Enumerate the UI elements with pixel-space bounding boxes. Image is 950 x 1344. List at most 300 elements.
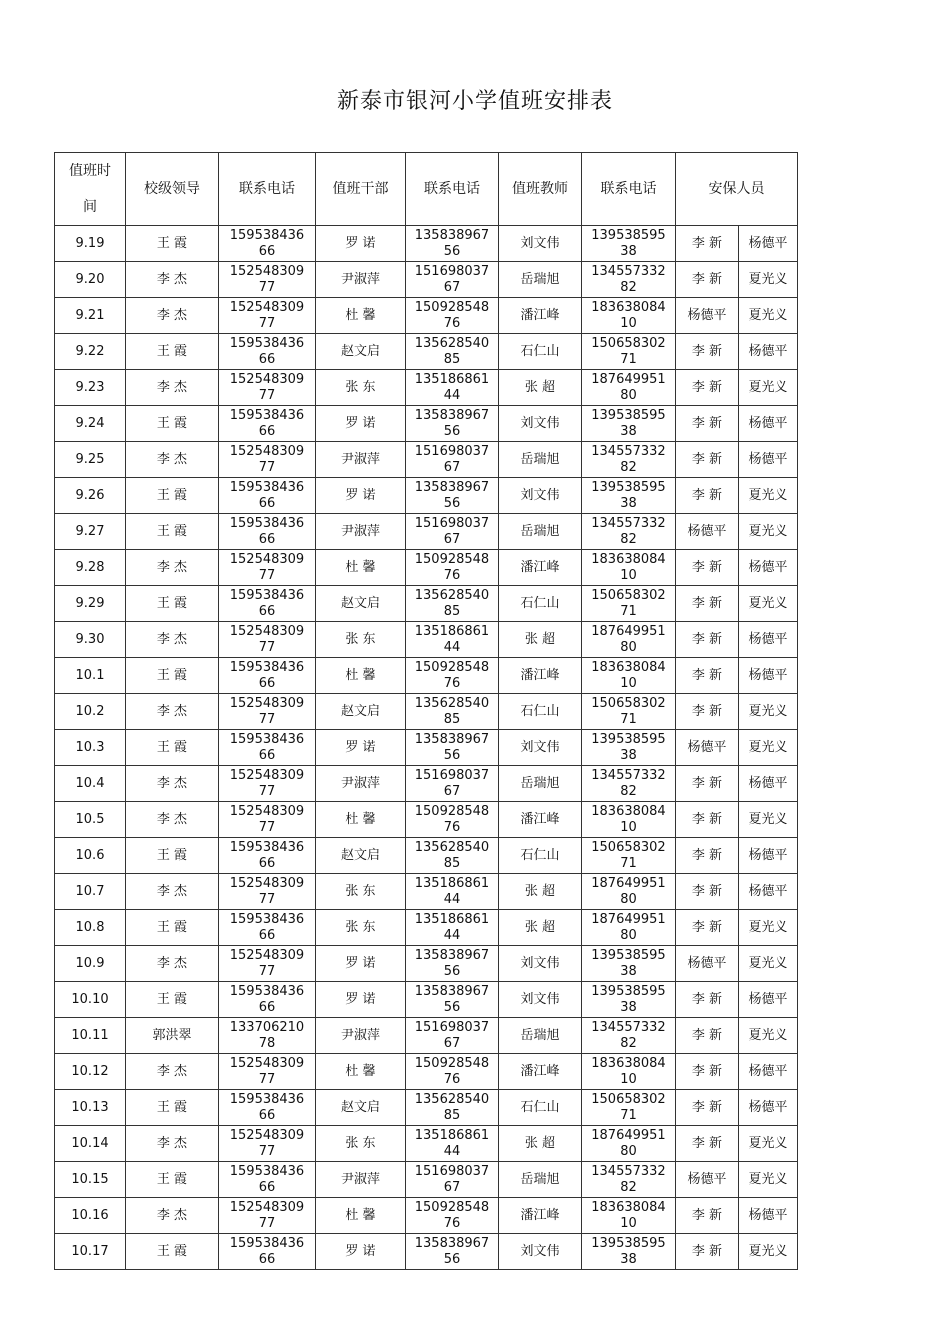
table-row xyxy=(55,838,798,874)
cell-cadre-phone-part: 151698037 xyxy=(414,443,490,459)
cell-leader-phone xyxy=(219,442,316,478)
cell-teacher: 石仁山 xyxy=(499,694,582,730)
cell-teacher-phone-part: 10 xyxy=(620,675,637,691)
cell-date: 10.1 xyxy=(55,658,126,694)
cell-cadre-phone-part: 56 xyxy=(443,963,461,979)
cell-teacher: 潘江峰 xyxy=(499,298,582,334)
table-row xyxy=(55,406,798,442)
cell-leader-phone-part: 66 xyxy=(258,531,276,547)
cell-security-2: 夏光义 xyxy=(739,586,798,622)
cell-date: 10.12 xyxy=(55,1054,126,1090)
cell-cadre: 杜 馨 xyxy=(316,1198,406,1234)
cell-date: 10.2 xyxy=(55,694,126,730)
cell-cadre-phone-part: 76 xyxy=(443,315,461,331)
cell-leader-phone-part: 133706210 xyxy=(229,1019,305,1035)
cell-leader: 王 霞 xyxy=(126,1234,219,1270)
cell-leader: 李 杰 xyxy=(126,442,219,478)
cell-teacher-phone xyxy=(582,946,676,982)
cell-cadre-phone-part: 67 xyxy=(443,1179,461,1195)
cell-leader-phone-part: 159538436 xyxy=(229,911,305,927)
cell-cadre-phone-part: 135838967 xyxy=(414,407,490,423)
cell-leader-phone-part: 66 xyxy=(258,927,276,943)
cell-leader: 李 杰 xyxy=(126,946,219,982)
cell-leader-phone-part: 159538436 xyxy=(229,839,305,855)
table-row xyxy=(55,334,798,370)
cell-leader-phone xyxy=(219,874,316,910)
cell-cadre: 杜 馨 xyxy=(316,658,406,694)
cell-leader-phone-part: 77 xyxy=(258,783,276,799)
cell-leader-phone-part: 152548309 xyxy=(229,371,305,387)
cell-security-1: 李 新 xyxy=(676,838,739,874)
cell-leader-phone-part: 77 xyxy=(258,711,276,727)
cell-cadre-phone-part: 135186861 xyxy=(414,371,490,387)
cell-cadre-phone-part: 135186861 xyxy=(414,875,490,891)
cell-teacher-phone-part: 82 xyxy=(620,531,637,547)
table-row xyxy=(55,1054,798,1090)
cell-teacher-phone-part: 150658302 xyxy=(591,695,666,711)
cell-security-1: 李 新 xyxy=(676,478,739,514)
cell-leader-phone xyxy=(219,622,316,658)
cell-cadre-phone-part: 135838967 xyxy=(414,1235,490,1251)
cell-security-2: 夏光义 xyxy=(739,1234,798,1270)
cell-teacher: 岳瑞旭 xyxy=(499,514,582,550)
cell-security-1: 杨德平 xyxy=(676,298,739,334)
cell-teacher-phone-part: 71 xyxy=(620,603,637,619)
cell-leader: 李 杰 xyxy=(126,1198,219,1234)
cell-leader-phone-part: 66 xyxy=(258,1179,276,1195)
cell-security-2: 夏光义 xyxy=(739,370,798,406)
cell-security-1: 李 新 xyxy=(676,622,739,658)
cell-cadre: 赵文启 xyxy=(316,334,406,370)
cell-cadre: 尹淑萍 xyxy=(316,1162,406,1198)
cell-security-2: 杨德平 xyxy=(739,550,798,586)
cell-cadre-phone xyxy=(406,478,499,514)
cell-teacher-phone-part: 10 xyxy=(620,567,637,583)
cell-teacher-phone-part: 38 xyxy=(620,747,637,763)
cell-cadre-phone-part: 56 xyxy=(443,747,461,763)
cell-cadre-phone xyxy=(406,910,499,946)
cell-cadre: 张 东 xyxy=(316,370,406,406)
cell-cadre: 张 东 xyxy=(316,1126,406,1162)
cell-leader-phone-part: 77 xyxy=(258,459,276,475)
table-row xyxy=(55,694,798,730)
cell-teacher: 张 超 xyxy=(499,910,582,946)
cell-leader-phone-part: 159538436 xyxy=(229,515,305,531)
cell-cadre-phone-part: 56 xyxy=(443,423,461,439)
table-row xyxy=(55,1018,798,1054)
cell-security-1: 李 新 xyxy=(676,766,739,802)
cell-security-2: 夏光义 xyxy=(739,478,798,514)
cell-teacher: 石仁山 xyxy=(499,1090,582,1126)
cell-teacher-phone xyxy=(582,1054,676,1090)
cell-security-2: 杨德平 xyxy=(739,1054,798,1090)
cell-leader-phone xyxy=(219,370,316,406)
cell-cadre-phone xyxy=(406,658,499,694)
cell-leader: 王 霞 xyxy=(126,838,219,874)
cell-cadre-phone-part: 151698037 xyxy=(414,767,490,783)
cell-leader: 郭洪翠 xyxy=(126,1018,219,1054)
cell-leader-phone-part: 152548309 xyxy=(229,767,305,783)
cell-cadre-phone xyxy=(406,874,499,910)
header-leader: 校级领导 xyxy=(126,153,219,226)
cell-teacher-phone-part: 134557332 xyxy=(591,443,666,459)
header-cadre: 值班干部 xyxy=(316,153,406,226)
table-row xyxy=(55,478,798,514)
cell-cadre-phone-part: 135628540 xyxy=(414,1091,490,1107)
cell-teacher-phone xyxy=(582,1090,676,1126)
cell-leader-phone xyxy=(219,514,316,550)
cell-cadre: 张 东 xyxy=(316,874,406,910)
cell-cadre-phone-part: 56 xyxy=(443,243,461,259)
cell-security-1: 李 新 xyxy=(676,226,739,262)
cell-leader: 王 霞 xyxy=(126,334,219,370)
cell-cadre-phone-part: 135186861 xyxy=(414,1127,490,1143)
cell-cadre-phone xyxy=(406,1054,499,1090)
cell-teacher-phone-part: 150658302 xyxy=(591,1091,666,1107)
cell-teacher-phone-part: 183638084 xyxy=(591,803,666,819)
cell-date: 9.29 xyxy=(55,586,126,622)
duty-schedule-table xyxy=(54,152,798,1270)
cell-security-1: 李 新 xyxy=(676,1234,739,1270)
cell-teacher-phone-part: 82 xyxy=(620,1179,637,1195)
cell-teacher-phone-part: 80 xyxy=(620,1143,637,1159)
cell-leader-phone-part: 159538436 xyxy=(229,587,305,603)
cell-cadre-phone-part: 150928548 xyxy=(414,299,490,315)
cell-teacher-phone-part: 10 xyxy=(620,819,637,835)
table-row xyxy=(55,982,798,1018)
cell-teacher: 岳瑞旭 xyxy=(499,262,582,298)
cell-security-2: 夏光义 xyxy=(739,1126,798,1162)
cell-leader-phone-part: 159538436 xyxy=(229,227,305,243)
cell-cadre: 尹淑萍 xyxy=(316,262,406,298)
cell-leader-phone-part: 66 xyxy=(258,999,276,1015)
cell-teacher-phone-part: 82 xyxy=(620,1035,637,1051)
cell-teacher: 潘江峰 xyxy=(499,1198,582,1234)
cell-cadre-phone-part: 135838967 xyxy=(414,947,490,963)
cell-teacher-phone xyxy=(582,1198,676,1234)
cell-cadre-phone-part: 85 xyxy=(443,603,461,619)
cell-leader-phone xyxy=(219,298,316,334)
cell-leader-phone-part: 159538436 xyxy=(229,1235,305,1251)
cell-date: 10.7 xyxy=(55,874,126,910)
cell-cadre-phone-part: 56 xyxy=(443,999,461,1015)
cell-cadre-phone-part: 85 xyxy=(443,711,461,727)
cell-date: 10.4 xyxy=(55,766,126,802)
cell-leader-phone xyxy=(219,1162,316,1198)
cell-teacher-phone-part: 139538595 xyxy=(591,479,666,495)
cell-security-2: 夏光义 xyxy=(739,694,798,730)
cell-leader-phone xyxy=(219,406,316,442)
cell-teacher-phone-part: 71 xyxy=(620,351,637,367)
table-row xyxy=(55,1126,798,1162)
cell-leader-phone-part: 77 xyxy=(258,819,276,835)
cell-cadre-phone-part: 67 xyxy=(443,531,461,547)
cell-cadre-phone-part: 135628540 xyxy=(414,587,490,603)
cell-cadre-phone-part: 150928548 xyxy=(414,659,490,675)
cell-cadre: 罗 诺 xyxy=(316,226,406,262)
cell-cadre-phone xyxy=(406,514,499,550)
cell-teacher-phone xyxy=(582,586,676,622)
cell-cadre: 杜 馨 xyxy=(316,550,406,586)
cell-teacher-phone xyxy=(582,1162,676,1198)
cell-teacher: 潘江峰 xyxy=(499,802,582,838)
cell-cadre: 赵文启 xyxy=(316,694,406,730)
cell-leader: 王 霞 xyxy=(126,982,219,1018)
cell-leader-phone-part: 159538436 xyxy=(229,731,305,747)
cell-teacher-phone-part: 38 xyxy=(620,495,637,511)
cell-leader-phone xyxy=(219,1054,316,1090)
cell-security-2: 夏光义 xyxy=(739,298,798,334)
cell-cadre-phone xyxy=(406,730,499,766)
cell-teacher-phone xyxy=(582,622,676,658)
cell-teacher-phone-part: 38 xyxy=(620,243,637,259)
cell-cadre-phone xyxy=(406,262,499,298)
cell-security-2: 夏光义 xyxy=(739,262,798,298)
header-teacher-phone: 联系电话 xyxy=(582,153,676,226)
cell-cadre-phone-part: 67 xyxy=(443,459,461,475)
table-row xyxy=(55,1162,798,1198)
cell-cadre-phone-part: 56 xyxy=(443,495,461,511)
cell-leader-phone-part: 152548309 xyxy=(229,263,305,279)
cell-leader-phone-part: 152548309 xyxy=(229,1199,305,1215)
cell-cadre-phone xyxy=(406,946,499,982)
cell-leader-phone-part: 152548309 xyxy=(229,299,305,315)
table-row xyxy=(55,658,798,694)
cell-security-1: 李 新 xyxy=(676,1126,739,1162)
cell-leader: 王 霞 xyxy=(126,478,219,514)
cell-security-2: 夏光义 xyxy=(739,1018,798,1054)
table-row xyxy=(55,226,798,262)
cell-cadre-phone xyxy=(406,1198,499,1234)
header-security: 安保人员 xyxy=(676,153,798,226)
table-row xyxy=(55,622,798,658)
cell-teacher: 张 超 xyxy=(499,370,582,406)
cell-teacher: 岳瑞旭 xyxy=(499,766,582,802)
cell-teacher-phone-part: 134557332 xyxy=(591,1163,666,1179)
cell-teacher-phone-part: 71 xyxy=(620,711,637,727)
cell-date: 9.24 xyxy=(55,406,126,442)
cell-security-2: 杨德平 xyxy=(739,1198,798,1234)
cell-security-1: 李 新 xyxy=(676,1090,739,1126)
cell-leader-phone xyxy=(219,586,316,622)
cell-date: 9.21 xyxy=(55,298,126,334)
cell-teacher-phone-part: 80 xyxy=(620,639,637,655)
cell-leader-phone-part: 78 xyxy=(258,1035,276,1051)
cell-security-2: 杨德平 xyxy=(739,982,798,1018)
cell-cadre-phone-part: 85 xyxy=(443,351,461,367)
cell-leader-phone-part: 66 xyxy=(258,1251,276,1267)
table-row xyxy=(55,550,798,586)
cell-security-2: 杨德平 xyxy=(739,874,798,910)
cell-date: 9.28 xyxy=(55,550,126,586)
cell-cadre-phone-part: 85 xyxy=(443,1107,461,1123)
cell-teacher-phone-part: 187649951 xyxy=(591,623,666,639)
cell-teacher-phone xyxy=(582,1126,676,1162)
cell-security-2: 杨德平 xyxy=(739,226,798,262)
cell-cadre-phone-part: 44 xyxy=(443,639,461,655)
cell-cadre: 罗 诺 xyxy=(316,1234,406,1270)
cell-date: 9.25 xyxy=(55,442,126,478)
cell-leader-phone xyxy=(219,1018,316,1054)
cell-teacher-phone xyxy=(582,910,676,946)
cell-cadre-phone-part: 76 xyxy=(443,819,461,835)
cell-cadre-phone xyxy=(406,1018,499,1054)
cell-security-1: 李 新 xyxy=(676,874,739,910)
cell-security-1: 李 新 xyxy=(676,550,739,586)
header-cadre-phone: 联系电话 xyxy=(406,153,499,226)
cell-cadre-phone-part: 76 xyxy=(443,567,461,583)
cell-teacher: 刘文伟 xyxy=(499,478,582,514)
cell-security-1: 李 新 xyxy=(676,982,739,1018)
cell-cadre-phone-part: 135838967 xyxy=(414,731,490,747)
cell-cadre: 罗 诺 xyxy=(316,478,406,514)
cell-leader-phone-part: 159538436 xyxy=(229,335,305,351)
cell-cadre-phone-part: 67 xyxy=(443,279,461,295)
cell-leader-phone xyxy=(219,946,316,982)
cell-leader-phone-part: 66 xyxy=(258,423,276,439)
cell-leader: 王 霞 xyxy=(126,514,219,550)
cell-teacher: 张 超 xyxy=(499,1126,582,1162)
cell-security-2: 杨德平 xyxy=(739,442,798,478)
page-title: 新泰市银河小学值班安排表 xyxy=(336,89,613,114)
cell-leader: 王 霞 xyxy=(126,226,219,262)
cell-cadre-phone xyxy=(406,406,499,442)
cell-cadre-phone-part: 76 xyxy=(443,1215,461,1231)
cell-cadre-phone-part: 85 xyxy=(443,855,461,871)
cell-teacher-phone-part: 187649951 xyxy=(591,911,666,927)
cell-leader: 李 杰 xyxy=(126,802,219,838)
table-row xyxy=(55,946,798,982)
cell-date: 9.23 xyxy=(55,370,126,406)
cell-teacher-phone xyxy=(582,442,676,478)
cell-leader-phone-part: 66 xyxy=(258,603,276,619)
cell-teacher: 刘文伟 xyxy=(499,946,582,982)
cell-leader-phone xyxy=(219,550,316,586)
cell-date: 9.22 xyxy=(55,334,126,370)
cell-leader-phone xyxy=(219,1126,316,1162)
cell-leader-phone xyxy=(219,1234,316,1270)
cell-security-1: 李 新 xyxy=(676,370,739,406)
cell-cadre: 尹淑萍 xyxy=(316,1018,406,1054)
cell-cadre-phone-part: 150928548 xyxy=(414,1199,490,1215)
cell-leader: 李 杰 xyxy=(126,1054,219,1090)
cell-cadre: 尹淑萍 xyxy=(316,766,406,802)
cell-cadre-phone-part: 67 xyxy=(443,1035,461,1051)
cell-leader-phone xyxy=(219,910,316,946)
cell-teacher-phone xyxy=(582,766,676,802)
cell-teacher-phone xyxy=(582,406,676,442)
cell-cadre-phone xyxy=(406,1162,499,1198)
cell-security-1: 李 新 xyxy=(676,802,739,838)
table-row xyxy=(55,766,798,802)
cell-cadre-phone xyxy=(406,334,499,370)
cell-cadre-phone xyxy=(406,226,499,262)
cell-leader: 李 杰 xyxy=(126,694,219,730)
cell-teacher-phone-part: 80 xyxy=(620,891,637,907)
cell-teacher-phone xyxy=(582,658,676,694)
cell-teacher-phone-part: 139538595 xyxy=(591,227,666,243)
cell-teacher-phone-part: 38 xyxy=(620,423,637,439)
cell-leader-phone-part: 66 xyxy=(258,351,276,367)
cell-leader-phone xyxy=(219,802,316,838)
table-row xyxy=(55,1090,798,1126)
cell-leader: 李 杰 xyxy=(126,550,219,586)
cell-security-1: 李 新 xyxy=(676,334,739,370)
cell-teacher-phone xyxy=(582,1234,676,1270)
cell-cadre-phone-part: 56 xyxy=(443,1251,461,1267)
cell-cadre-phone-part: 76 xyxy=(443,675,461,691)
cell-cadre-phone-part: 135186861 xyxy=(414,911,490,927)
cell-cadre-phone xyxy=(406,1234,499,1270)
cell-leader-phone-part: 77 xyxy=(258,1071,276,1087)
cell-teacher-phone-part: 150658302 xyxy=(591,587,666,603)
cell-leader-phone-part: 66 xyxy=(258,1107,276,1123)
cell-security-2: 夏光义 xyxy=(739,1162,798,1198)
cell-cadre-phone-part: 135186861 xyxy=(414,623,490,639)
cell-teacher-phone xyxy=(582,550,676,586)
cell-teacher-phone-part: 183638084 xyxy=(591,1055,666,1071)
cell-teacher-phone-part: 80 xyxy=(620,927,637,943)
cell-leader-phone-part: 77 xyxy=(258,1143,276,1159)
cell-cadre-phone-part: 135628540 xyxy=(414,695,490,711)
cell-security-1: 李 新 xyxy=(676,586,739,622)
cell-leader-phone xyxy=(219,226,316,262)
cell-security-1: 杨德平 xyxy=(676,946,739,982)
cell-teacher-phone-part: 82 xyxy=(620,783,637,799)
cell-cadre-phone-part: 150928548 xyxy=(414,803,490,819)
table-row xyxy=(55,730,798,766)
cell-teacher: 刘文伟 xyxy=(499,226,582,262)
cell-cadre: 赵文启 xyxy=(316,838,406,874)
cell-teacher-phone-part: 183638084 xyxy=(591,1199,666,1215)
cell-teacher-phone xyxy=(582,874,676,910)
cell-leader-phone-part: 77 xyxy=(258,963,276,979)
cell-security-1: 李 新 xyxy=(676,1018,739,1054)
cell-security-1: 杨德平 xyxy=(676,730,739,766)
table-row xyxy=(55,262,798,298)
cell-cadre-phone-part: 135628540 xyxy=(414,839,490,855)
cell-cadre-phone-part: 151698037 xyxy=(414,263,490,279)
table-header-row xyxy=(55,153,798,226)
cell-leader-phone-part: 77 xyxy=(258,387,276,403)
cell-cadre-phone-part: 150928548 xyxy=(414,1055,490,1071)
cell-cadre-phone-part: 151698037 xyxy=(414,1163,490,1179)
cell-cadre: 杜 馨 xyxy=(316,1054,406,1090)
table-row xyxy=(55,910,798,946)
cell-leader: 王 霞 xyxy=(126,730,219,766)
cell-teacher: 岳瑞旭 xyxy=(499,1162,582,1198)
cell-leader-phone-part: 152548309 xyxy=(229,803,305,819)
cell-teacher-phone-part: 38 xyxy=(620,963,637,979)
cell-date: 10.11 xyxy=(55,1018,126,1054)
table-row xyxy=(55,874,798,910)
cell-cadre: 杜 馨 xyxy=(316,298,406,334)
cell-teacher-phone-part: 139538595 xyxy=(591,731,666,747)
cell-teacher-phone-part: 139538595 xyxy=(591,1235,666,1251)
cell-teacher-phone-part: 134557332 xyxy=(591,515,666,531)
cell-cadre-phone xyxy=(406,622,499,658)
cell-leader-phone-part: 159538436 xyxy=(229,983,305,999)
cell-date: 9.19 xyxy=(55,226,126,262)
cell-cadre-phone-part: 44 xyxy=(443,1143,461,1159)
cell-date: 10.3 xyxy=(55,730,126,766)
cell-teacher-phone xyxy=(582,478,676,514)
cell-leader-phone-part: 77 xyxy=(258,1215,276,1231)
cell-leader: 李 杰 xyxy=(126,262,219,298)
cell-date: 10.5 xyxy=(55,802,126,838)
cell-leader-phone-part: 159538436 xyxy=(229,479,305,495)
cell-leader: 王 霞 xyxy=(126,658,219,694)
